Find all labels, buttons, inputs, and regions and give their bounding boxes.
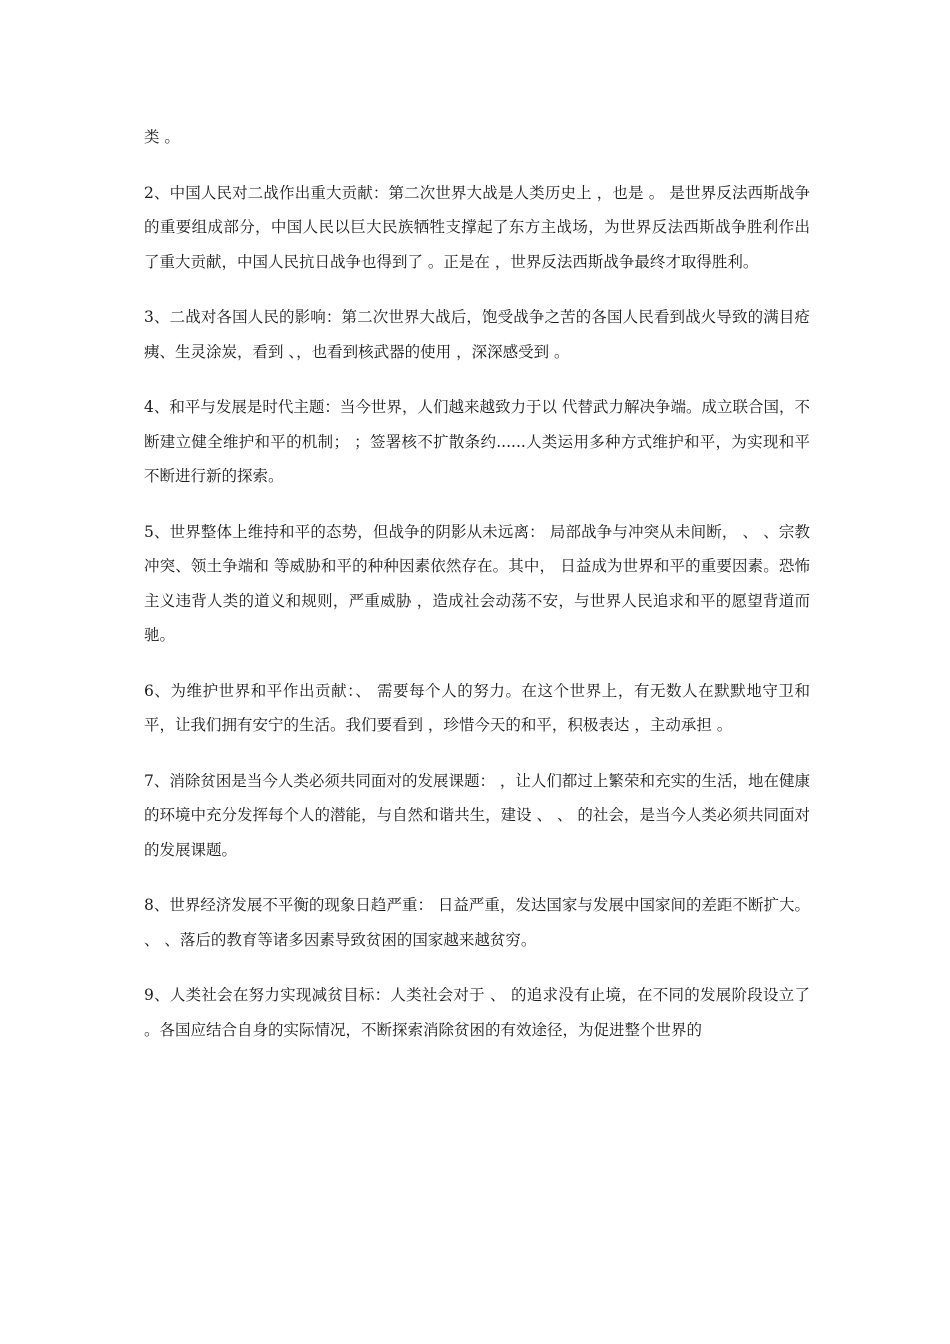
- document-body: [144, 120, 815, 1068]
- paragraph-6: 6、为维护世界和平作出贡献：、 需要每个人的努力。在这个世界上，有无数人在默默地守卫和平，让我们拥有安宁的生活。我们要看到 ，珍惜今天的和平，积极表达 ，主动承担 。: [144, 681, 810, 734]
- paragraph-5: 5、世界整体上维持和平的态势，但战争的阴影从未远离： 局部战争与冲突从未间断， 、 、宗教冲突、领土争端和 等威胁和平的种种因素依然存在。其中， 日益成为世界和平的重要因素。恐怖主义违背人类的道义和规则，严重威胁 ，造成社会动荡不安，与世界人民追求和平的愿望背道而驰。: [144, 522, 810, 644]
- paragraph-3: 3、二战对各国人民的影响：第二次世界大战后，饱受战争之苦的各国人民看到战火导致的满目疮痍、生灵涂炭，看到 、，也看到核武器的使用 ，深深感受到 。: [144, 308, 810, 361]
- paragraph-8: 8、世界经济发展不平衡的现象日趋严重： 日益严重，发达国家与发展中国家间的差距不断扩大。 、 、落后的教育等诸多因素导致贫困的国家越来越贫穷。: [144, 896, 815, 949]
- paragraph-7: 7、消除贫困是当今人类必须共同面对的发展课题： ，让人们都过上繁荣和充实的生活，地在健康的环境中充分发挥每个人的潜能，与自然和谐共生，建设 、 、 的社会，是当今人类必须共同面对的发展课题。: [144, 771, 810, 859]
- paragraph-2: 2、中国人民对二战作出重大贡献：第二次世界大战是人类历史上 ，也是 。 是世界反法西斯战争的重要组成部分，中国人民以巨大民族牺牲支撑起了东方主战场，为世界反法西斯战争胜利作出了重大贡献，中国人民抗日战争也得到了 。正是在 ，世界反法西斯战争最终才取得胜利。: [144, 183, 810, 271]
- paragraph-9: 9、人类社会在努力实现减贫目标：人类社会对于 、 的追求没有止境，在不同的发展阶段设立了 。各国应结合自身的实际情况，不断探索消除贫困的有效途径，为促进整个世界的: [144, 986, 815, 1039]
- paragraph-4: 4、和平与发展是时代主题：当今世界，人们越来越致力于以 代替武力解决争端。成立联合国，不断建立健全维护和平的机制； ；签署核不扩散条约......人类运用多种方式维护和平，为实现和平不断进行新的探索。: [144, 398, 810, 485]
- paragraph-continuation: 类 。: [144, 128, 180, 146]
